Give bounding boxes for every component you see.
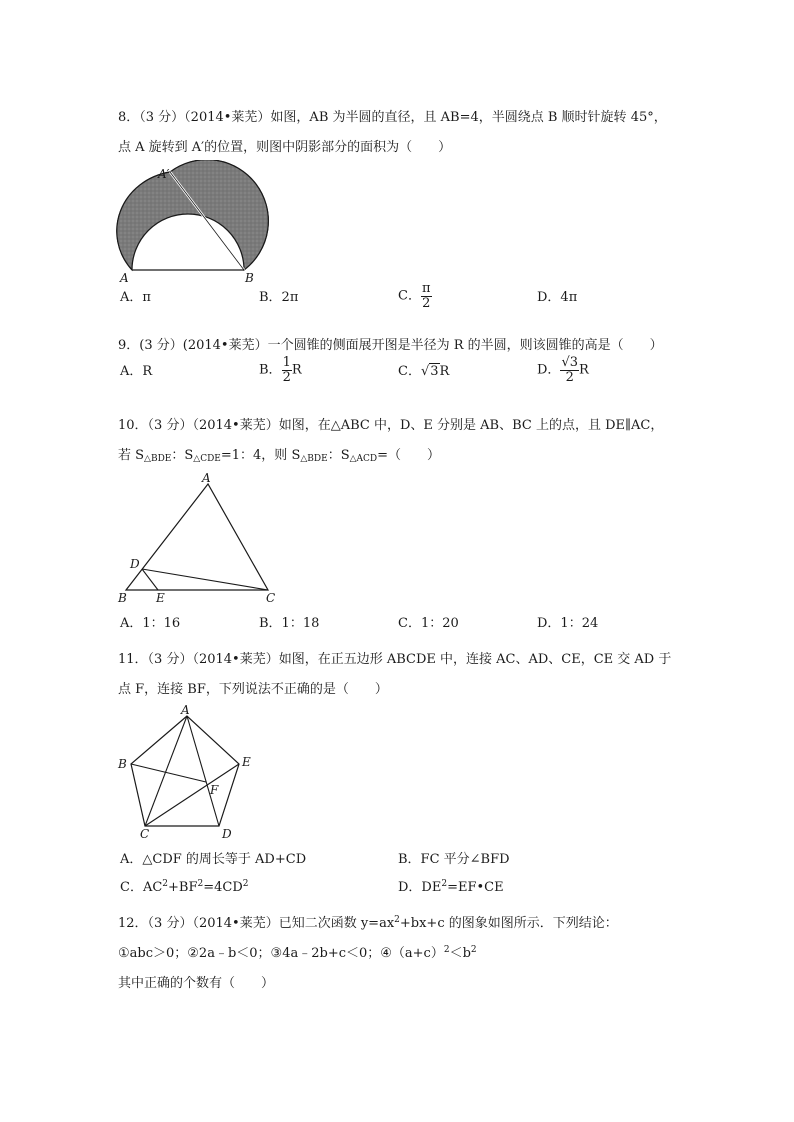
q8-stem-line1: 8．（3 分）（2014•莱芜）如图，AB 为半圆的直径，且 AB=4，半圆绕点 B 顺时针旋转 45°， <box>118 110 667 125</box>
q10-label-e: E <box>156 591 165 605</box>
q11-option-c-sup3: 2 <box>242 879 249 889</box>
q8-option-a[interactable]: A．π <box>120 290 151 305</box>
q11-segment-ad <box>187 716 219 826</box>
q8-label-a: A <box>120 271 129 285</box>
q11-label-f: F <box>210 783 219 797</box>
q8-figure <box>112 160 302 285</box>
q11-option-b[interactable]: B．FC 平分∠BFD <box>398 852 510 867</box>
q10-option-a[interactable]: A．1：16 <box>120 616 181 631</box>
q12-line2-part-a: ①abc＞0；②2a﹣b＜0；③4a﹣2b+c＜0；④（a+c） <box>118 946 444 961</box>
q10-subscript-cde: △CDE <box>193 454 221 464</box>
q9-option-d-suffix: R <box>579 362 589 378</box>
q11-figure <box>112 702 272 842</box>
q11-option-c-part-c: =4CD <box>203 880 243 895</box>
q9-option-d-denominator: 2 <box>565 369 574 385</box>
q11-option-c[interactable] <box>120 876 249 895</box>
q11-option-d-part-b: =EF•CE <box>447 880 504 895</box>
q11-label-a: A <box>181 703 190 717</box>
q10-label-a: A <box>202 471 211 485</box>
q9-option-b-numerator: 1 <box>282 355 291 370</box>
q11-stem-line2: 点 F，连接 BF，下列说法不正确的是（ ） <box>118 682 388 697</box>
q11-option-c-sup1: 2 <box>162 879 169 889</box>
q11-segment-ac <box>145 716 187 826</box>
q11-option-c-part-a: C．AC <box>120 880 163 895</box>
q9-option-b-denominator: 2 <box>282 369 291 385</box>
q8-option-b[interactable]: B．2π <box>259 290 299 305</box>
q12-stem-line3: 其中正确的个数有（ ） <box>118 976 275 991</box>
q12-line1-part-a: 12．（3 分）（2014•莱芜）已知二次函数 y=ax <box>118 916 395 931</box>
q10-stem-line2 <box>118 444 440 464</box>
q11-stem-line1: 11．（3 分）（2014•莱芜）如图，在正五边形 ABCDE 中，连接 AC、AD、CE，CE 交 AD 于 <box>118 652 672 667</box>
q11-segment-bf <box>131 764 206 782</box>
q10-subscript-bde: △BDE <box>144 454 172 464</box>
q10-text-part-e: =（ ） <box>377 448 441 463</box>
q10-figure <box>112 470 292 610</box>
q10-text-part-b: ：S <box>171 448 194 463</box>
q8-option-c-numerator: π <box>421 281 431 296</box>
q10-subscript-acd: △ACD <box>349 454 378 464</box>
q11-option-c-part-b: +BF <box>168 880 198 895</box>
q10-label-d: D <box>130 557 140 571</box>
q11-label-d: D <box>222 827 232 841</box>
q8-option-c[interactable] <box>398 282 432 310</box>
q11-option-c-sup2: 2 <box>197 879 204 889</box>
q11-label-b: B <box>118 757 127 771</box>
q8-option-d[interactable]: D．4π <box>537 290 578 305</box>
q10-triangle-abc <box>126 484 268 590</box>
q9-option-c-sqrt: √3 <box>420 364 439 379</box>
q10-option-b[interactable]: B．1：18 <box>259 616 320 631</box>
q10-text-part-c: =1：4，则 S <box>220 448 301 463</box>
q8-option-c-denominator: 2 <box>422 295 431 311</box>
q12-line1-part-b: +bx+c 的图象如图所示．下列结论： <box>399 916 618 931</box>
q12-stem-line2 <box>118 942 477 961</box>
q9-option-b-prefix: B． <box>259 362 282 378</box>
q8-label-a-prime: A′ <box>158 167 170 181</box>
q10-segment-de <box>142 569 158 590</box>
q11-segment-ce <box>145 764 239 826</box>
q9-option-c-suffix: R <box>439 364 450 379</box>
q10-stem-line1: 10．（3 分）（2014•莱芜）如图，在△ABC 中，D、E 分别是 AB、BC 上的点，且 DE∥AC， <box>118 418 664 433</box>
q9-option-c[interactable] <box>398 360 449 379</box>
q10-text-part-a: 若 S <box>118 448 145 463</box>
q12-line2-part-b: ＜b <box>449 946 471 961</box>
q11-option-d[interactable] <box>398 876 504 895</box>
q8-option-c-prefix: C． <box>398 288 421 304</box>
q9-option-d[interactable] <box>537 356 589 384</box>
q12-line1-sup: 2 <box>394 915 400 925</box>
q8-option-c-fraction <box>421 282 432 310</box>
q9-stem-line1: 9．(3 分）(2014•莱芜）一个圆锥的侧面展开图是半径为 R 的半圆，则该圆锥的高是（ ） <box>118 338 663 353</box>
q10-option-d[interactable]: D．1：24 <box>537 616 599 631</box>
q10-label-b: B <box>118 591 127 605</box>
q9-option-c-prefix: C． <box>398 364 421 379</box>
q12-line2-sup1: 2 <box>443 945 450 955</box>
q8-stem-line2: 点 A 旋转到 A′的位置，则图中阴影部分的面积为（ ） <box>118 140 452 155</box>
q11-label-c: C <box>140 827 150 841</box>
q9-option-d-prefix: D． <box>537 362 561 378</box>
q9-option-b[interactable] <box>259 356 302 384</box>
q9-option-c-radicand: 3 <box>430 364 439 379</box>
q9-option-d-radicand: 3 <box>569 355 579 370</box>
q9-option-b-fraction <box>282 356 292 384</box>
q12-stem-line1 <box>118 912 618 931</box>
q9-option-b-suffix: R <box>291 362 302 378</box>
q10-segment-dc <box>142 569 268 590</box>
q10-text-part-d: ：S <box>327 448 350 463</box>
q11-pentagon-abcde <box>131 716 239 826</box>
q9-option-d-numerator: √3 <box>561 355 579 370</box>
q11-label-e: E <box>242 755 251 769</box>
q10-label-c: C <box>266 591 276 605</box>
q9-option-d-fraction <box>560 356 579 384</box>
q12-line2-sup2: 2 <box>470 945 477 955</box>
q11-option-d-part-a: D．DE <box>398 880 442 895</box>
q8-label-b: B <box>245 271 254 285</box>
q11-option-a[interactable]: A．△CDF 的周长等于 AD+CD <box>120 852 307 867</box>
q9-option-a[interactable]: A．R <box>120 364 153 379</box>
q11-option-d-sup: 2 <box>441 879 448 889</box>
q10-subscript-bde-2: △BDE <box>300 454 328 464</box>
q10-option-c[interactable]: C．1：20 <box>398 616 459 631</box>
